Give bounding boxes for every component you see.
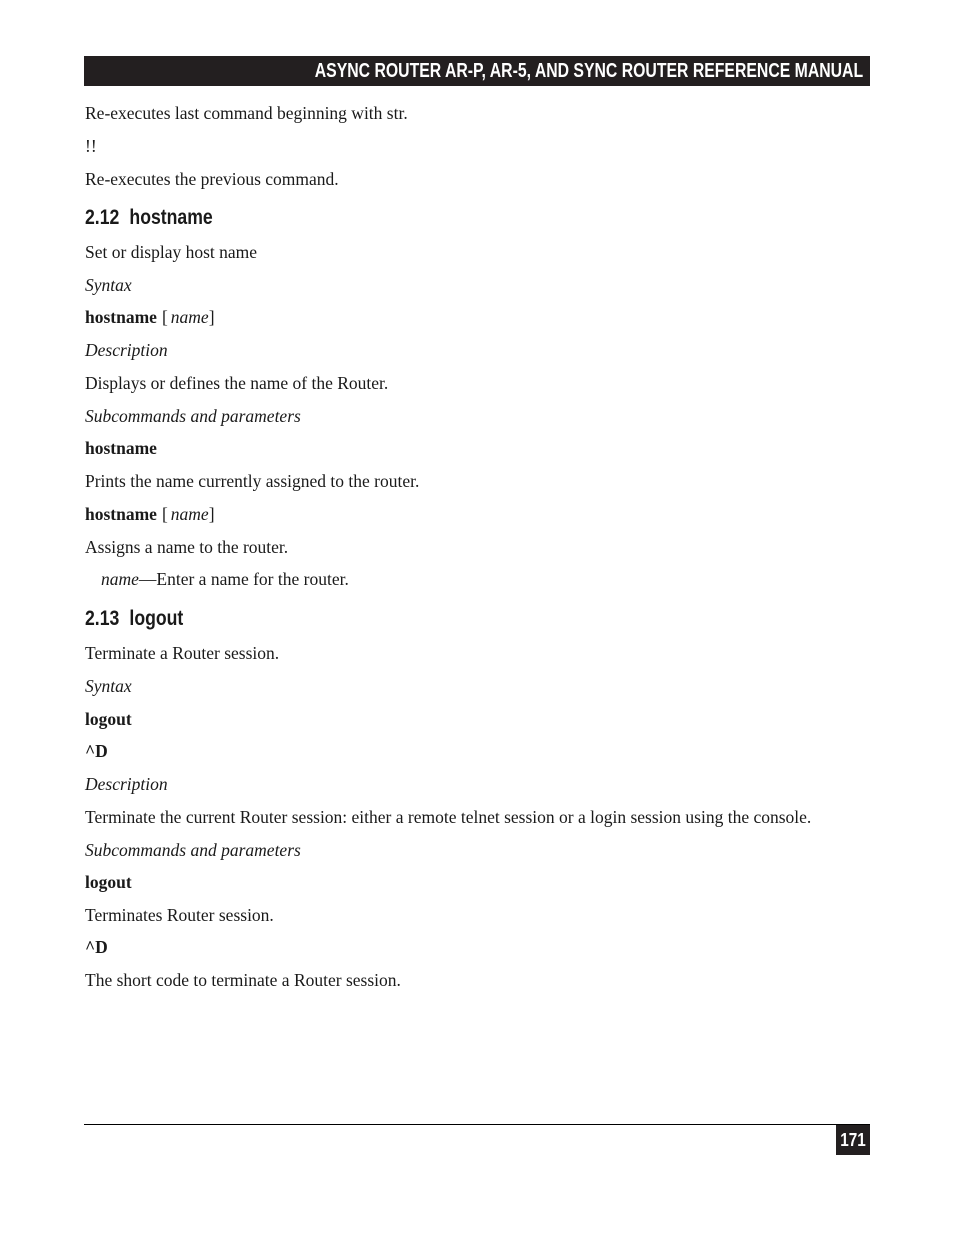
section-heading-hostname <box>85 206 213 230</box>
parameter-name: name <box>170 307 209 327</box>
subcommands-label: Subcommands and parameters <box>85 840 301 860</box>
footer-rule <box>84 1124 870 1125</box>
section-heading-logout <box>85 607 183 631</box>
section-title: logout <box>129 607 184 630</box>
subcommand-text: Assigns a name to the router. <box>85 537 289 557</box>
section-number: 2.12 <box>85 206 120 229</box>
subcommand-text: Terminates Router session. <box>85 905 274 925</box>
description-text: Displays or defines the name of the Router. <box>85 373 389 393</box>
subcommand-syntax-line <box>85 504 215 524</box>
syntax-command: logout <box>85 709 132 729</box>
command-name: hostname <box>85 307 157 327</box>
bracket-open: [ <box>161 307 168 327</box>
syntax-command: ^D <box>85 741 108 761</box>
parameter-name: name <box>101 569 139 589</box>
intro-line: Re-executes the previous command. <box>85 169 339 189</box>
page-number: 171 <box>840 1130 866 1150</box>
bracket-close: ] <box>208 504 215 524</box>
intro-line: Re-executes last command beginning with str. <box>85 103 408 123</box>
bracket-open: [ <box>161 504 168 524</box>
section-summary: Set or display host name <box>85 242 258 262</box>
syntax-line <box>85 307 215 327</box>
description-label: Description <box>85 774 168 794</box>
description-text: Terminate the current Router session: either a remote telnet session or a login session using the console. <box>85 807 812 827</box>
section-summary: Terminate a Router session. <box>85 643 280 663</box>
bracket-close: ] <box>208 307 215 327</box>
syntax-label: Syntax <box>85 275 132 295</box>
parameter-name: name <box>170 504 209 524</box>
subcommand-text: The short code to terminate a Router session. <box>85 970 401 990</box>
manual-title: ASYNC ROUTER AR-P, AR-5, AND SYNC ROUTER REFERENCE MANUAL <box>314 60 863 82</box>
parameter-text: —Enter a name for the router. <box>138 569 349 589</box>
section-title: hostname <box>129 206 213 229</box>
command-name: hostname <box>85 504 157 524</box>
section-number: 2.13 <box>85 607 120 630</box>
subcommand-name: logout <box>85 872 132 892</box>
subcommand-name: hostname <box>85 438 157 458</box>
parameter-description <box>101 569 349 589</box>
intro-command: !! <box>85 136 97 156</box>
subcommand-text: Prints the name currently assigned to the router. <box>85 471 420 491</box>
subcommands-label: Subcommands and parameters <box>85 406 301 426</box>
running-header <box>84 56 870 86</box>
page-number-box <box>836 1125 870 1155</box>
syntax-label: Syntax <box>85 676 132 696</box>
subcommand-name: ^D <box>85 937 108 957</box>
description-label: Description <box>85 340 168 360</box>
